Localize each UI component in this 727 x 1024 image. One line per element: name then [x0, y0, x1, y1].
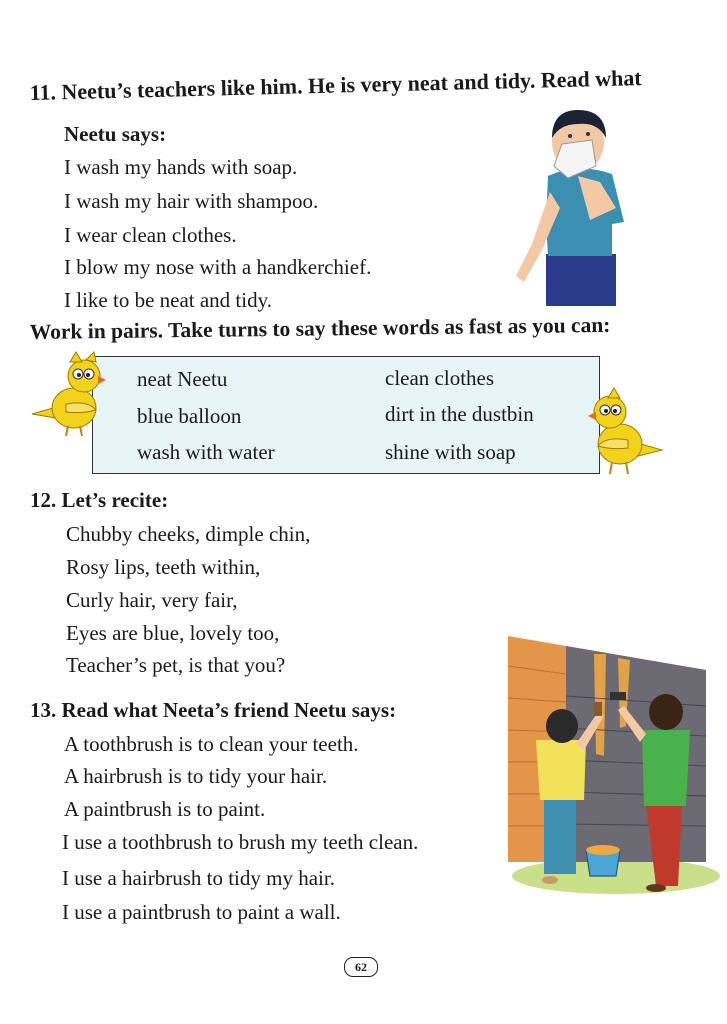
section-11-line: I wash my hands with soap.	[64, 155, 298, 179]
poem-line: Chubby cheeks, dimple chin,	[66, 522, 311, 546]
section-13-line: I use a hairbrush to tidy my hair.	[62, 866, 335, 890]
poem-line: Curly hair, very fair,	[66, 588, 238, 612]
section-13-line: A toothbrush is to clean your teeth.	[64, 732, 359, 756]
section-13-line: I use a toothbrush to brush my teeth clean.	[62, 830, 419, 854]
tongue-twister-box	[92, 356, 600, 474]
word-pair-left: blue balloon	[137, 404, 242, 428]
poem-line: Teacher’s pet, is that you?	[66, 653, 286, 677]
poem-line: Rosy lips, teeth within,	[66, 555, 261, 579]
section-11-line: I wear clean clothes.	[64, 223, 237, 247]
yellow-bird-icon	[586, 386, 668, 476]
pairs-title: Work in pairs. Take turns to say these words as fast as you can:	[29, 312, 611, 345]
word-pair-left: neat Neetu	[137, 367, 228, 391]
section-13-title: 13. Read what Neeta’s friend Neetu says:	[30, 698, 397, 722]
poem-line: Eyes are blue, lovely too,	[66, 621, 280, 645]
boy-blowing-nose-illustration	[508, 104, 638, 309]
section-12-title: 12. Let’s recite:	[30, 488, 169, 512]
word-pair-right: dirt in the dustbin	[385, 402, 534, 426]
page-number: 62	[344, 957, 378, 977]
children-painting-wall-illustration	[506, 636, 720, 898]
yellow-bird-icon	[26, 352, 106, 438]
section-11-subtitle: Neetu says:	[64, 122, 167, 146]
word-pair-right: shine with soap	[385, 440, 516, 464]
section-11-line: I like to be neat and tidy.	[64, 288, 272, 312]
section-13-line: A paintbrush is to paint.	[64, 797, 266, 821]
section-11-title: 11. Neetu’s teachers like him. He is very neat and tidy. Read what	[29, 65, 642, 106]
word-pair-left: wash with water	[137, 440, 275, 464]
section-13-line: I use a paintbrush to paint a wall.	[62, 900, 341, 924]
section-11-line: I wash my hair with shampoo.	[64, 189, 319, 213]
section-13-line: A hairbrush is to tidy your hair.	[64, 764, 328, 788]
section-11-line: I blow my nose with a handkerchief.	[64, 255, 372, 279]
word-pair-right: clean clothes	[385, 366, 495, 390]
